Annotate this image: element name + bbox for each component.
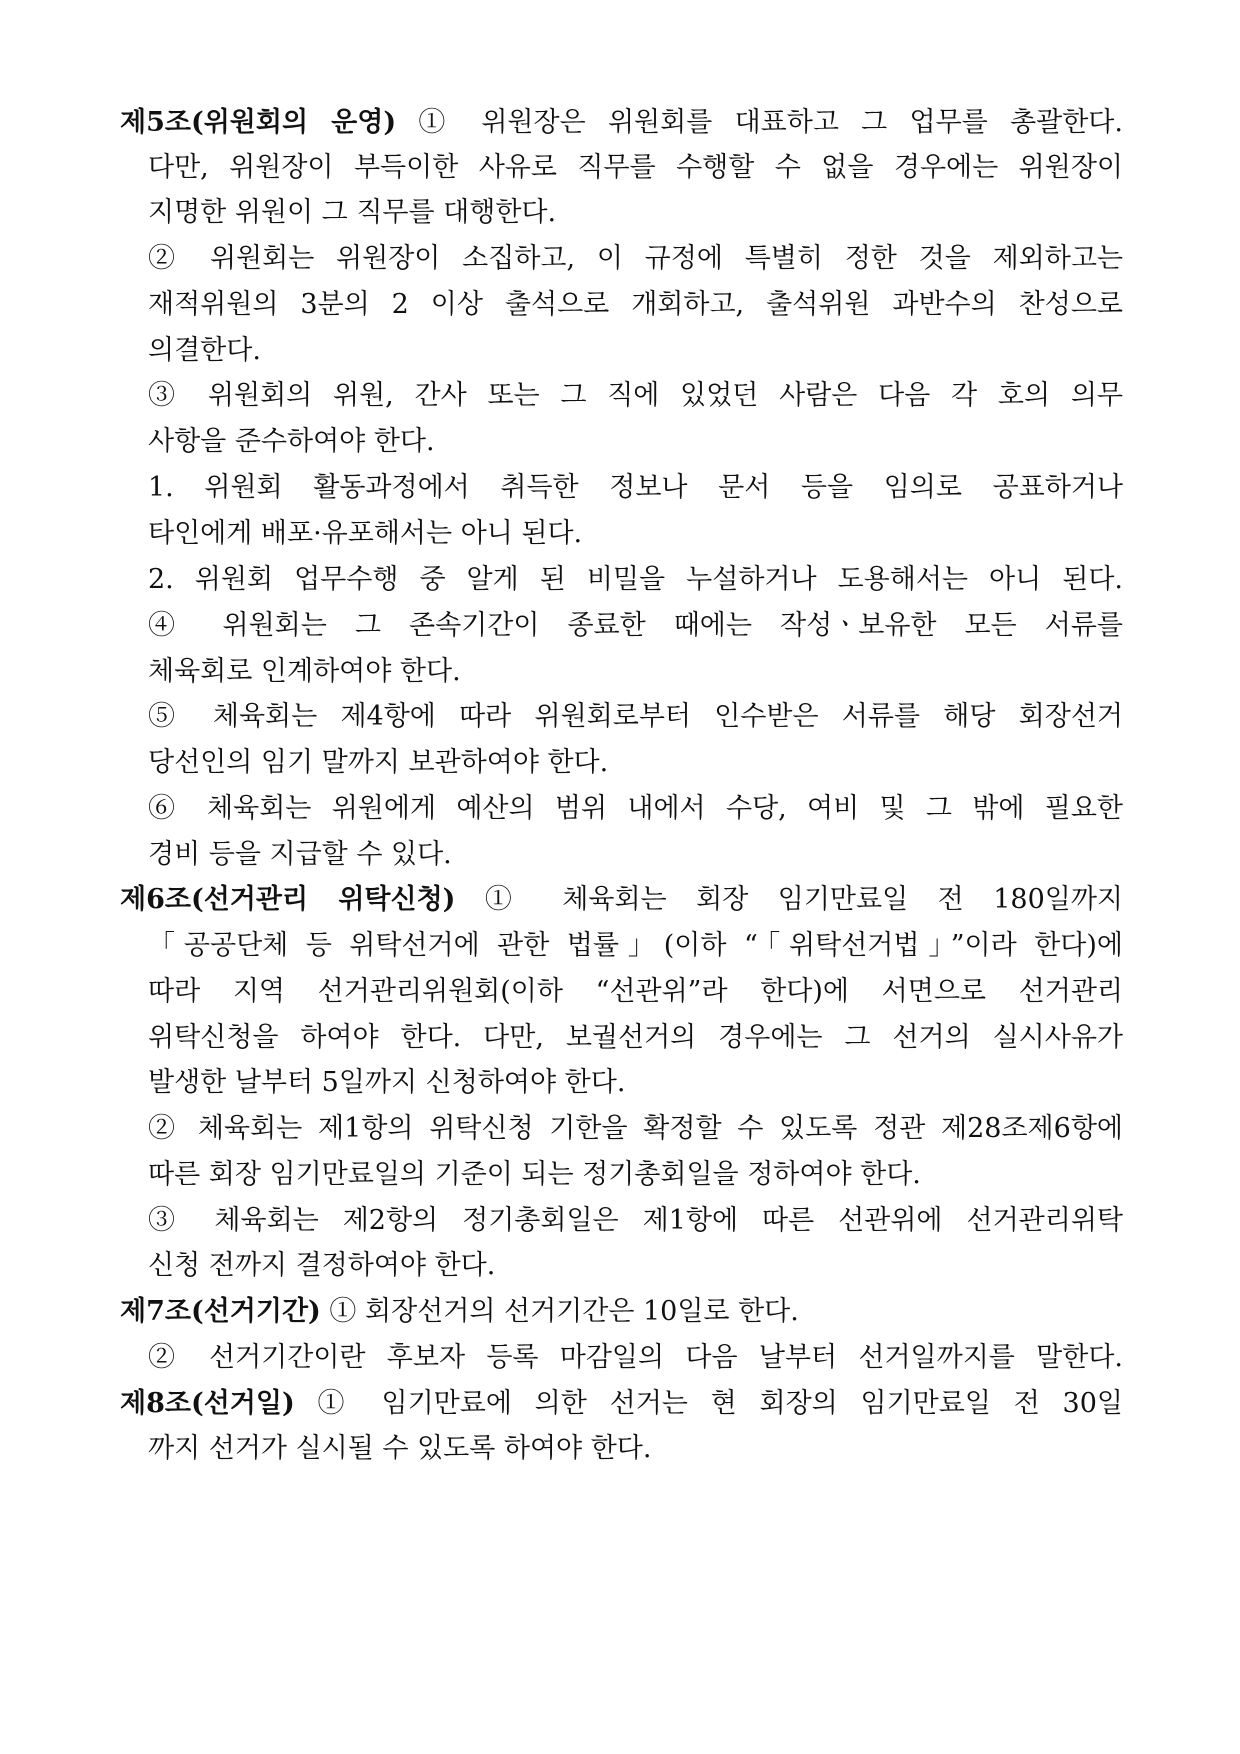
text-line: ② 위원회는 위원장이 소집하고, 이 규정에 특별히 정한 것을 제외하고는 bbox=[148, 243, 1123, 274]
article-6-heading-line bbox=[120, 880, 1123, 920]
article-6-title: 제6조(선거관리 위탁신청) bbox=[120, 884, 456, 915]
text-line: 위탁신청을 하여야 한다. 다만, 보궐선거의 경우에는 그 선거의 실시사유가 bbox=[148, 1022, 1123, 1053]
text-line: ② 선거기간이란 후보자 등록 마감일의 다음 날부터 선거일까지를 말한다. bbox=[148, 1342, 1123, 1373]
text-line: ② 체육회는 제1항의 위탁신청 기한을 확정할 수 있도록 정관 제28조제6항에 bbox=[148, 1113, 1123, 1144]
text-line: ③ 체육회는 제2항의 정기총회일은 제1항에 따른 선관위에 선거관리위탁 bbox=[148, 1205, 1123, 1236]
text-line: ⑤ 체육회는 제4항에 따라 위원회로부터 인수받은 서류를 해당 회장선거 bbox=[148, 701, 1123, 732]
article-5-clause-1: ① 위원장은 위원회를 대표하고 그 업무를 총괄한다. bbox=[396, 107, 1123, 138]
text-line: 타인에게 배포·유포해서는 아니 된다. bbox=[148, 518, 583, 549]
text-line: 경비 등을 지급할 수 있다. bbox=[148, 839, 452, 870]
text-line: ③ 위원회의 위원, 간사 또는 그 직에 있었던 사람은 다음 각 호의 의무 bbox=[148, 380, 1123, 411]
article-7-clause-1: ① 회장선거의 선거기간은 10일로 한다. bbox=[320, 1296, 799, 1327]
text-line: 의결한다. bbox=[148, 335, 261, 366]
article-5-heading-line bbox=[120, 103, 1123, 143]
article-7-title: 제7조(선거기간) bbox=[120, 1296, 321, 1327]
text-line: 까지 선거가 실시될 수 있도록 하여야 한다. bbox=[148, 1433, 652, 1464]
article-6-clause-1: ① 체육회는 회장 임기만료일 전 180일까지 bbox=[455, 884, 1123, 915]
text-line: 재적위원의 3분의 2 이상 출석으로 개회하고, 출석위원 과반수의 찬성으로 bbox=[148, 289, 1123, 320]
text-line: ⑥ 체육회는 위원에게 예산의 범위 내에서 수당, 여비 및 그 밖에 필요한 bbox=[148, 793, 1123, 824]
text-line: 당선인의 임기 말까지 보관하여야 한다. bbox=[148, 747, 609, 778]
article-8-clause-1: ① 임기만료에 의한 선거는 현 회장의 임기만료일 전 30일 bbox=[294, 1388, 1123, 1419]
text-line: 신청 전까지 결정하여야 한다. bbox=[148, 1250, 496, 1281]
article-7-heading-line bbox=[120, 1292, 1123, 1332]
text-line: 지명한 위원이 그 직무를 대행한다. bbox=[148, 197, 557, 228]
text-line: 「공공단체 등 위탁선거에 관한 법률」(이하 “「위탁선거법」”이라 한다)에 bbox=[148, 930, 1123, 961]
text-line: 체육회로 인계하여야 한다. bbox=[148, 656, 461, 687]
text-line: 다만, 위원장이 부득이한 사유로 직무를 수행할 수 없을 경우에는 위원장이 bbox=[148, 152, 1123, 183]
text-line: 1. 위원회 활동과정에서 취득한 정보나 문서 등을 임의로 공표하거나 bbox=[148, 472, 1123, 503]
text-line: ④ 위원회는 그 존속기간이 종료한 때에는 작성ㆍ보유한 모든 서류를 bbox=[148, 610, 1123, 641]
article-8-title: 제8조(선거일) bbox=[120, 1388, 295, 1419]
text-line: 2. 위원회 업무수행 중 알게 된 비밀을 누설하거나 도용해서는 아니 된다. bbox=[148, 564, 1123, 595]
text-line: 따라 지역 선거관리위원회(이하 “선관위”라 한다)에 서면으로 선거관리 bbox=[148, 976, 1123, 1007]
article-5-title: 제5조(위원회의 운영) bbox=[120, 107, 397, 138]
text-line: 발생한 날부터 5일까지 신청하여야 한다. bbox=[148, 1067, 626, 1098]
article-8-heading-line bbox=[120, 1384, 1123, 1424]
text-line: 사항을 준수하여야 한다. bbox=[148, 426, 435, 457]
text-line: 따른 회장 임기만료일의 기준이 되는 정기총회일을 정하여야 한다. bbox=[148, 1159, 921, 1190]
